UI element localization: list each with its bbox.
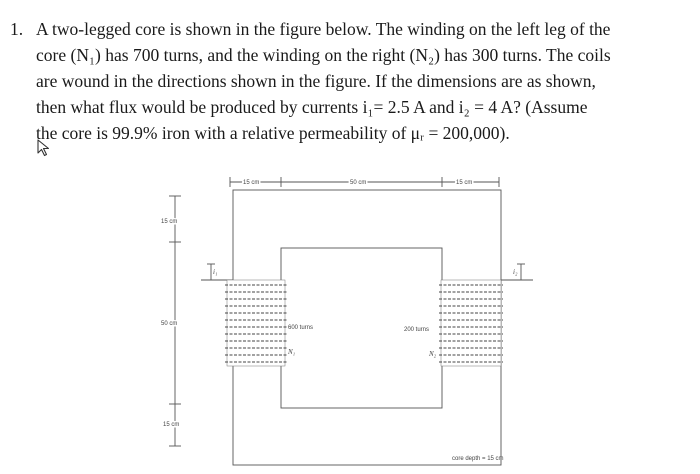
- mouse-pointer-icon: [36, 138, 54, 158]
- coil-left: [225, 280, 287, 366]
- problem-line-1: A two-legged core is shown in the figure below. The winding on the left leg of the: [36, 19, 611, 39]
- problem-line-2: core (N₁) has 700 turns, and the winding on the right (N₂) has 300 turns. The coils: [36, 45, 611, 65]
- core-diagram: [145, 168, 545, 474]
- coil-left-turns-label: 600 turns: [288, 325, 314, 331]
- problem-line-3: are wound in the directions shown in the figure. If the dimensions are as shown,: [36, 71, 596, 91]
- problem-text: [36, 16, 690, 146]
- problem-line-4: then what flux would be produced by currents i₁= 2.5 A and i₂ = 4 A? (Assume: [36, 97, 588, 117]
- winding-n2-label: N₂: [429, 350, 437, 358]
- coil-right: [439, 280, 503, 366]
- dim-label-left-mid: 50 cm: [161, 321, 178, 327]
- dim-label-top-right: 15 cm: [456, 180, 473, 186]
- problem-line-5: the core is 99.9% iron with a relative permeability of μᵣ = 200,000).: [36, 123, 510, 143]
- current-i2-label: i₂: [513, 268, 518, 276]
- dim-label-left-top: 15 cm: [161, 219, 178, 225]
- core-depth-label: core depth = 15 cm: [452, 456, 504, 462]
- dim-label-top-mid: 50 cm: [350, 180, 367, 186]
- dim-label-top-left: 15 cm: [243, 180, 260, 186]
- problem-statement: [10, 16, 690, 146]
- current-i1-label: i₁: [213, 268, 218, 276]
- coil-right-turns-label: 200 turns: [404, 327, 430, 333]
- winding-n1-label: N₁: [288, 348, 296, 356]
- dim-label-left-bottom: 15 cm: [163, 422, 180, 428]
- problem-number: 1.: [10, 19, 24, 39]
